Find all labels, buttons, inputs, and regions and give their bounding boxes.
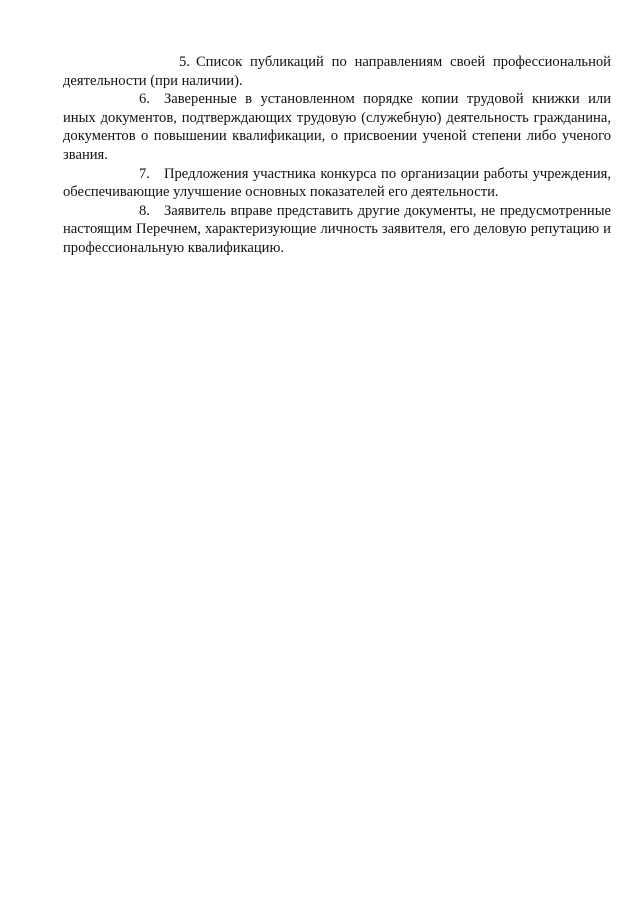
- list-item-number: 7.: [139, 165, 150, 182]
- list-item-7: [63, 165, 611, 202]
- list-item-text: Предложения участника конкурса по организации работы учреждения, обеспечивающие улучшение основных показателей его деятельности.: [63, 165, 611, 201]
- list-item-text: Заявитель вправе представить другие документы, не предусмотренные настоящим Перечнем, характеризующие личность заявителя, его деловую репутацию и профессиональную квалификацию.: [63, 202, 611, 256]
- list-item-text: Список публикаций по направлениям своей профессиональной деятельности (при наличии).: [63, 54, 611, 89]
- list-item-number: 6.: [139, 91, 150, 108]
- list-item-text: Заверенные в установленном порядке копии трудовой книжки или иных документов, подтверждающих трудовую (служебную) деятельность гражданина, документов о повышении квалификации, о присвоении ученой степени либо ученого звания.: [63, 91, 611, 163]
- list-item-number: 8.: [139, 202, 150, 219]
- list-item-8: [63, 202, 611, 258]
- list-item-6: [63, 90, 611, 164]
- list-item-5: [63, 53, 611, 90]
- document-body: [63, 53, 611, 258]
- list-item-number: 5.: [179, 54, 190, 70]
